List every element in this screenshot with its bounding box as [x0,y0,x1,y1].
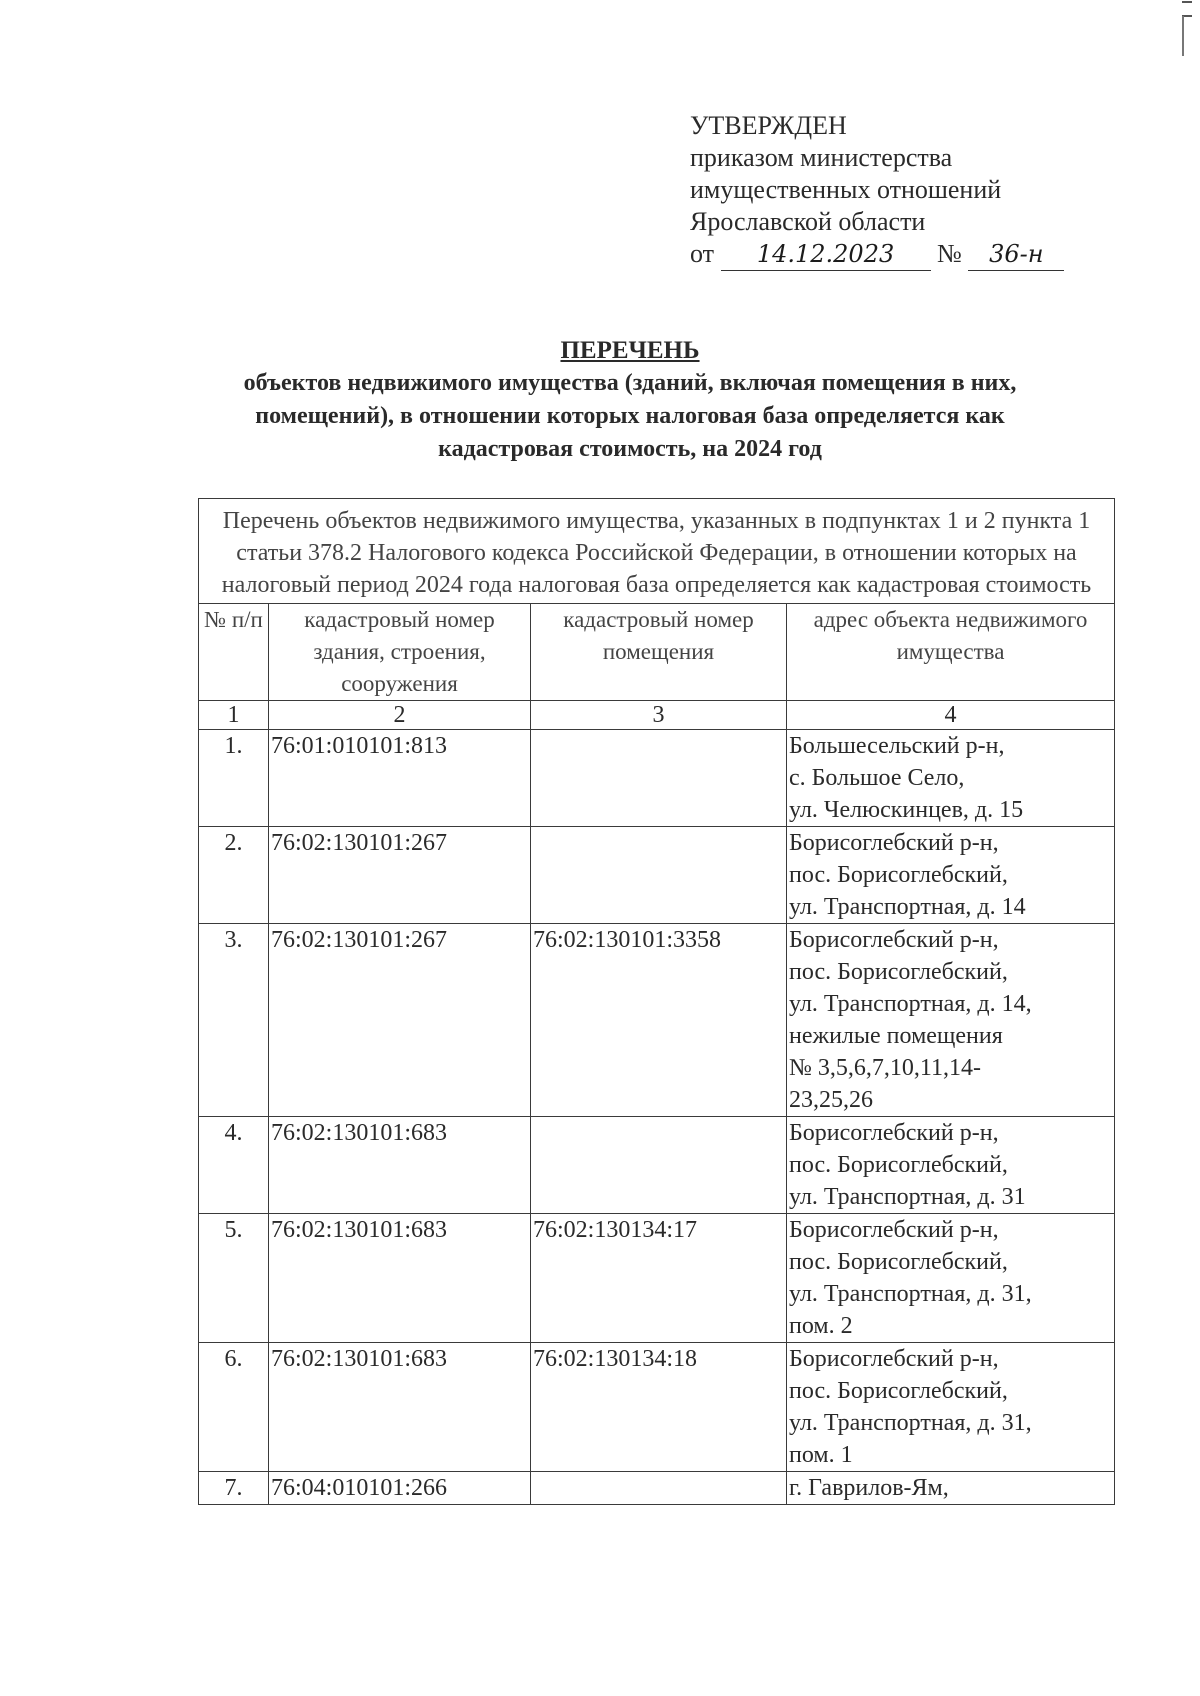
building-cadastral-number: 76:01:010101:813 [269,730,531,827]
building-cadastral-number: 76:02:130101:683 [269,1117,531,1214]
column-number: 3 [531,701,787,730]
address-line: ул. Транспортная, д. 31 [789,1184,1026,1210]
building-cadastral-number: 76:02:130101:683 [269,1214,531,1343]
approval-heading: УТВЕРЖДЕН [690,111,847,140]
address-line: 23,25,26 [789,1087,873,1113]
approval-line-3: Ярославской области [690,207,926,236]
row-index: 1. [199,730,269,827]
row-index: 2. [199,827,269,924]
object-address [787,1343,1115,1472]
address-line: ул. Транспортная, д. 31, [789,1410,1032,1436]
address-line: ул. Транспортная, д. 14 [789,894,1026,920]
address-line: пом. 1 [789,1442,853,1468]
approval-line-2: имущественных отношений [690,175,1002,204]
table-caption: Перечень объектов недвижимого имущества, указанных в подпунктах 1 и 2 пункта 1 статьи 378.2 Налогового кодекса Российской Федерации, в отношении которых на налоговый период 2024 года налоговая база определяется как кадастровая стоимость [199,499,1115,604]
column-number: 1 [199,701,269,730]
address-line: пос. Борисоглебский, [789,1378,1008,1404]
object-address [787,1214,1115,1343]
table-row [199,1343,1115,1472]
number-prefix: № [937,239,962,268]
room-cadastral-number [531,1117,787,1214]
column-number-row [199,701,1115,730]
room-cadastral-number: 76:02:130134:17 [531,1214,787,1343]
building-cadastral-number: 76:04:010101:266 [269,1472,531,1505]
address-line: пос. Борисоглебский, [789,959,1008,985]
table-row [199,730,1115,827]
address-line: Большесельский р-н, [789,733,1005,759]
title-line-3: кадастровая стоимость, на 2024 год [438,436,822,462]
address-line: пос. Борисоглебский, [789,1152,1008,1178]
address-line: Борисоглебский р-н, [789,830,999,856]
building-cadastral-number: 76:02:130101:267 [269,827,531,924]
title-line-2: помещений), в отношении которых налоговая база определяется как [255,403,1005,429]
address-line: Борисоглебский р-н, [789,927,999,953]
date-prefix: от [690,239,715,268]
document-title [180,334,1080,466]
address-line: Борисоглебский р-н, [789,1120,999,1146]
column-header-building: кадастровый номер здания, строения, сооружения [269,604,531,701]
title-line-1: объектов недвижимого имущества (зданий, включая помещения в них, [243,370,1017,396]
address-line: № 3,5,6,7,10,11,14- [789,1055,981,1081]
room-cadastral-number: 76:02:130101:3358 [531,924,787,1117]
row-index: 4. [199,1117,269,1214]
object-address [787,1472,1115,1505]
row-index: 5. [199,1214,269,1343]
address-line: Борисоглебский р-н, [789,1346,999,1372]
approval-block [690,110,1064,271]
approval-line-1: приказом министерства [690,143,953,172]
row-index: 3. [199,924,269,1117]
room-cadastral-number [531,1472,787,1505]
handwritten-number: 36-н [968,238,1064,271]
table-row [199,1117,1115,1214]
address-line: пос. Борисоглебский, [789,862,1008,888]
address-line: г. Гаврилов-Ям, [789,1475,949,1501]
address-line: с. Большое Село, [789,765,965,791]
object-address [787,827,1115,924]
table-header-row [199,604,1115,701]
column-number: 4 [787,701,1115,730]
building-cadastral-number: 76:02:130101:683 [269,1343,531,1472]
address-line: Борисоглебский р-н, [789,1217,999,1243]
column-header-address: адрес объекта недвижимого имущества [787,604,1115,701]
room-cadastral-number: 76:02:130134:18 [531,1343,787,1472]
building-cadastral-number: 76:02:130101:267 [269,924,531,1117]
table-row [199,924,1115,1117]
table-row [199,1472,1115,1505]
scan-edge-mark [1180,0,1192,60]
address-line: пос. Борисоглебский, [789,1249,1008,1275]
row-index: 6. [199,1343,269,1472]
address-line: пом. 2 [789,1313,853,1339]
approval-date-row [690,238,1064,271]
object-address [787,1117,1115,1214]
handwritten-date: 14.12.2023 [721,238,931,271]
column-header-index: № п/п [199,604,269,701]
row-index: 7. [199,1472,269,1505]
address-line: ул. Челюскинцев, д. 15 [789,797,1024,823]
object-address [787,924,1115,1117]
address-line: ул. Транспортная, д. 14, [789,991,1032,1017]
property-table [198,498,1115,1505]
room-cadastral-number [531,827,787,924]
title-main: ПЕРЕЧЕНЬ [560,337,700,364]
table-body [199,730,1115,1505]
address-line: нежилые помещения [789,1023,1003,1049]
column-number: 2 [269,701,531,730]
address-line: ул. Транспортная, д. 31, [789,1281,1032,1307]
column-header-room: кадастровый номер помещения [531,604,787,701]
object-address [787,730,1115,827]
table-row [199,1214,1115,1343]
room-cadastral-number [531,730,787,827]
table-row [199,827,1115,924]
